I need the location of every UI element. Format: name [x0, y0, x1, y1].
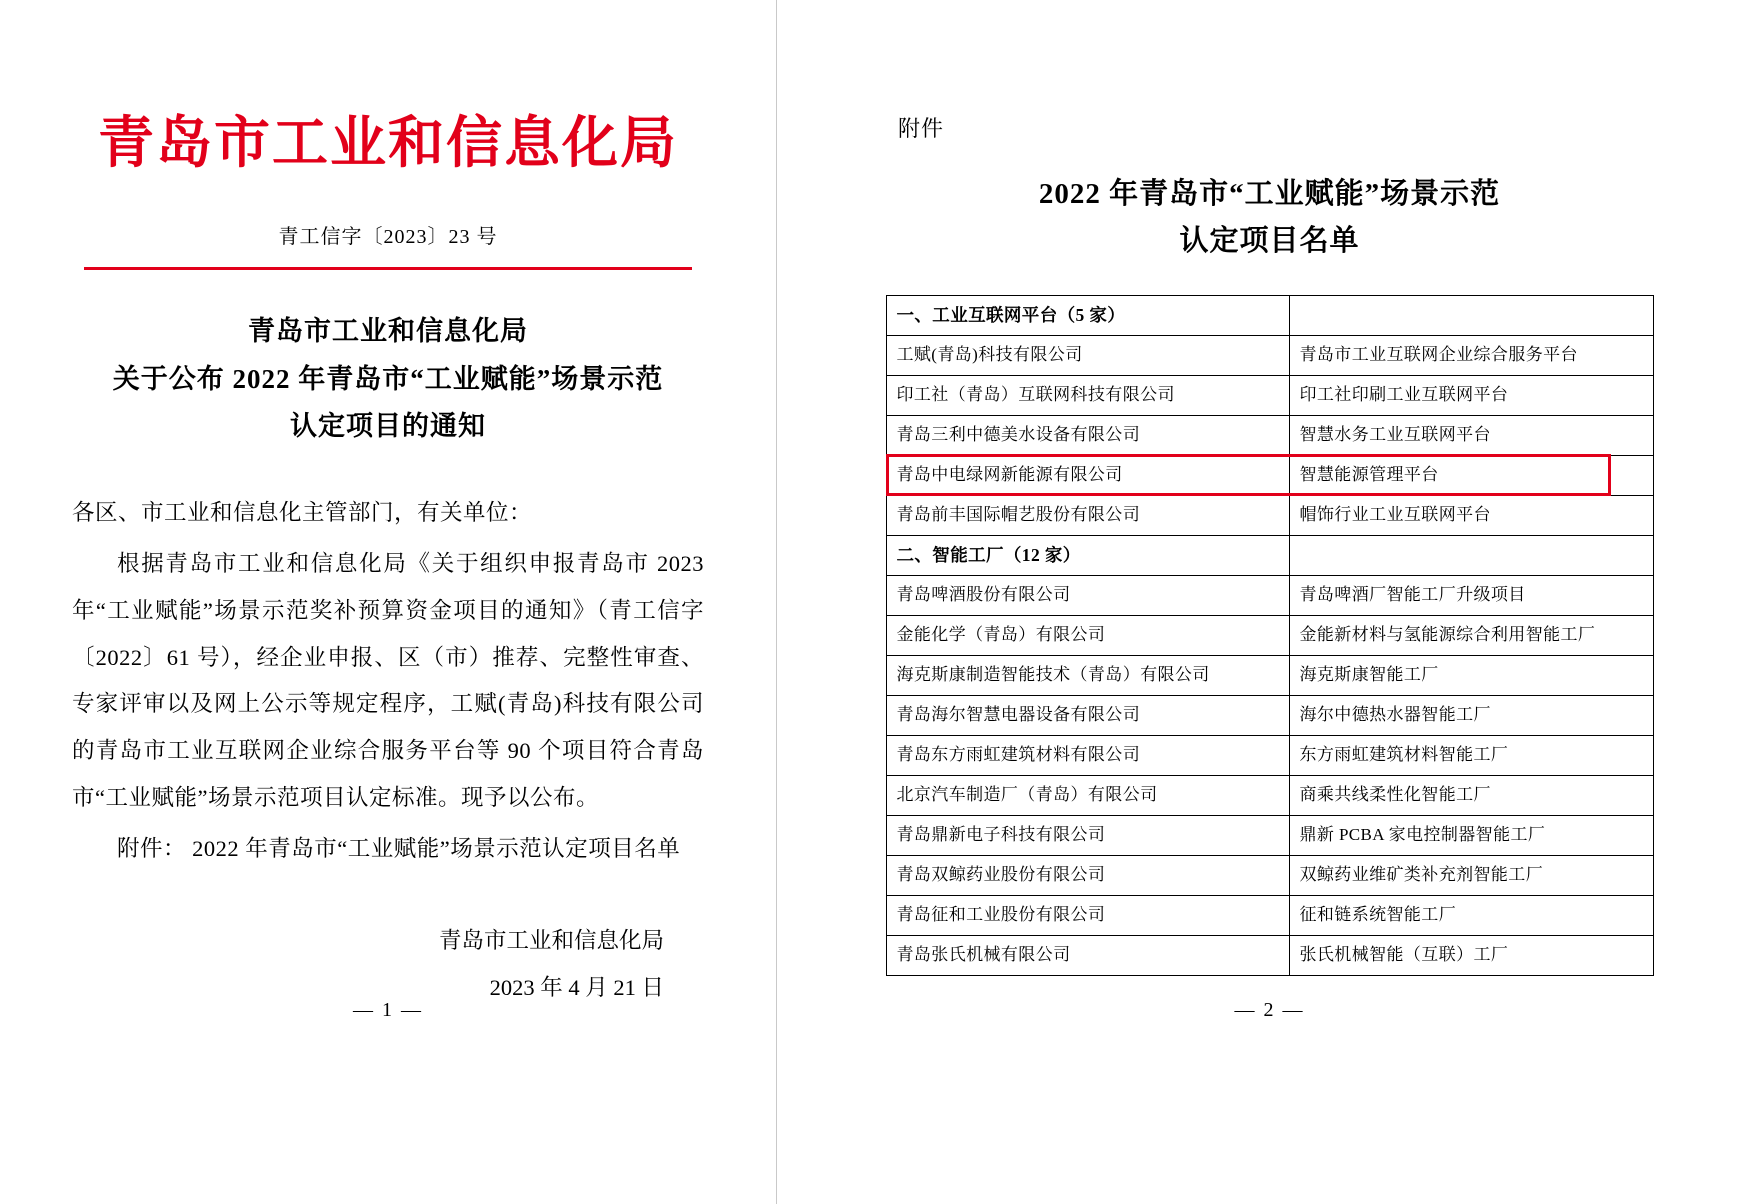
table-cell-project: 智慧水务工业互联网平台: [1289, 415, 1653, 455]
table-row: [886, 855, 1653, 895]
table-cell-project: 鼎新 PCBA 家电控制器智能工厂: [1289, 815, 1653, 855]
table-cell-company: 青岛前丰国际帽艺股份有限公司: [886, 495, 1289, 535]
body-paragraph: 根据青岛市工业和信息化局《关于组织申报青岛市 2023 年“工业赋能”场景示范奖补预算资金项目的通知》（青工信字〔2022〕61 号），经企业申报、区（市）推荐、完整性审查、专家评审以及网上公示等规定程序，工赋(青岛)科技有限公司的青岛市工业互联网企业综合服务平台等 90 个项目符合青岛市“工业赋能”场景示范项目认定标准。现予以公布。: [72, 550, 704, 810]
table-cell-project: 东方雨虹建筑材料智能工厂: [1289, 735, 1653, 775]
table-cell-company: 青岛双鲸药业股份有限公司: [886, 855, 1289, 895]
project-list-table: [886, 295, 1654, 976]
table-cell-project: 海尔中德热水器智能工厂: [1289, 695, 1653, 735]
table-cell-company: 一、工业互联网平台（5 家）: [886, 295, 1289, 335]
table-cell-project: 金能新材料与氢能源综合利用智能工厂: [1289, 615, 1653, 655]
page-number-left: — 1 —: [353, 999, 423, 1021]
table-cell-project: [1289, 535, 1653, 575]
table-cell-project: 帽饰行业工业互联网平台: [1289, 495, 1653, 535]
signature-block: [0, 917, 776, 1012]
table-cell-project: 双鲸药业维矿类补充剂智能工厂: [1289, 855, 1653, 895]
attachment-label: 附件: [898, 116, 945, 141]
table-cell-company: 青岛鼎新电子科技有限公司: [886, 815, 1289, 855]
page-number-right: — 2 —: [1234, 999, 1305, 1021]
attachment-reference: 附件： 2022 年青岛市“工业赋能”场景示范认定项目名单: [117, 835, 681, 861]
table-cell-company: 海克斯康制造智能技术（青岛）有限公司: [886, 655, 1289, 695]
table-section-row: [886, 295, 1653, 335]
table-cell-project: 青岛啤酒厂智能工厂升级项目: [1289, 575, 1653, 615]
table-cell-project: 征和链系统智能工厂: [1289, 895, 1653, 935]
document-title: [0, 308, 776, 450]
table-row: [886, 495, 1653, 535]
table-row: [886, 415, 1653, 455]
signature-date: 2023 年 4 月 21 日: [489, 974, 664, 1000]
table-cell-project: 海克斯康智能工厂: [1289, 655, 1653, 695]
table-cell-company: 北京汽车制造厂（青岛）有限公司: [886, 775, 1289, 815]
table-cell-project: 商乘共线柔性化智能工厂: [1289, 775, 1653, 815]
table-cell-company: 青岛征和工业股份有限公司: [886, 895, 1289, 935]
table-cell-company: 青岛东方雨虹建筑材料有限公司: [886, 735, 1289, 775]
table-cell-company: 印工社（青岛）互联网科技有限公司: [886, 375, 1289, 415]
table-cell-company: 工赋(青岛)科技有限公司: [886, 335, 1289, 375]
table-row: [886, 455, 1653, 495]
page-left: [0, 0, 776, 1204]
page-right: [776, 0, 1763, 1204]
red-divider-rule: [84, 267, 692, 270]
table-row: [886, 735, 1653, 775]
signer-name: 青岛市工业和信息化局: [438, 927, 664, 953]
table-row: [886, 335, 1653, 375]
list-title-line-1: 2022 年青岛市“工业赋能”场景示范: [1038, 178, 1501, 210]
table-cell-project: 青岛市工业互联网企业综合服务平台: [1289, 335, 1653, 375]
table-cell-company: 青岛三利中德美水设备有限公司: [886, 415, 1289, 455]
table-row: [886, 695, 1653, 735]
salutation: 各区、市工业和信息化主管部门，有关单位：: [72, 500, 533, 526]
document-header: [0, 112, 776, 176]
issuing-organization-title: 青岛市工业和信息化局: [98, 113, 678, 175]
table-cell-company: 青岛海尔智慧电器设备有限公司: [886, 695, 1289, 735]
list-title: [776, 171, 1763, 265]
table-row: [886, 375, 1653, 415]
table-row: [886, 655, 1653, 695]
document-title-line-3: 认定项目的通知: [290, 410, 486, 441]
table-row: [886, 815, 1653, 855]
list-title-line-2: 认定项目名单: [1179, 224, 1360, 257]
table-cell-company: 二、智能工厂（12 家）: [886, 535, 1289, 575]
document-number: 青工信字〔2023〕23 号: [278, 226, 498, 249]
table-cell-company: 青岛中电绿网新能源有限公司: [886, 455, 1289, 495]
table-cell-project: 智慧能源管理平台: [1289, 455, 1653, 495]
table-cell-project: [1289, 295, 1653, 335]
table-cell-company: 青岛张氏机械有限公司: [886, 935, 1289, 975]
document-title-line-2: 关于公布 2022 年青岛市“工业赋能”场景示范: [112, 363, 664, 394]
table-cell-project: 印工社印刷工业互联网平台: [1289, 375, 1653, 415]
table-section-row: [886, 535, 1653, 575]
table-row: [886, 935, 1653, 975]
table-cell-project: 张氏机械智能（互联）工厂: [1289, 935, 1653, 975]
document-body: [0, 490, 776, 871]
table-row: [886, 575, 1653, 615]
table-row: [886, 775, 1653, 815]
table-row: [886, 615, 1653, 655]
document-title-line-1: 青岛市工业和信息化局: [248, 316, 528, 347]
table-row: [886, 895, 1653, 935]
table-cell-company: 金能化学（青岛）有限公司: [886, 615, 1289, 655]
table-cell-company: 青岛啤酒股份有限公司: [886, 575, 1289, 615]
